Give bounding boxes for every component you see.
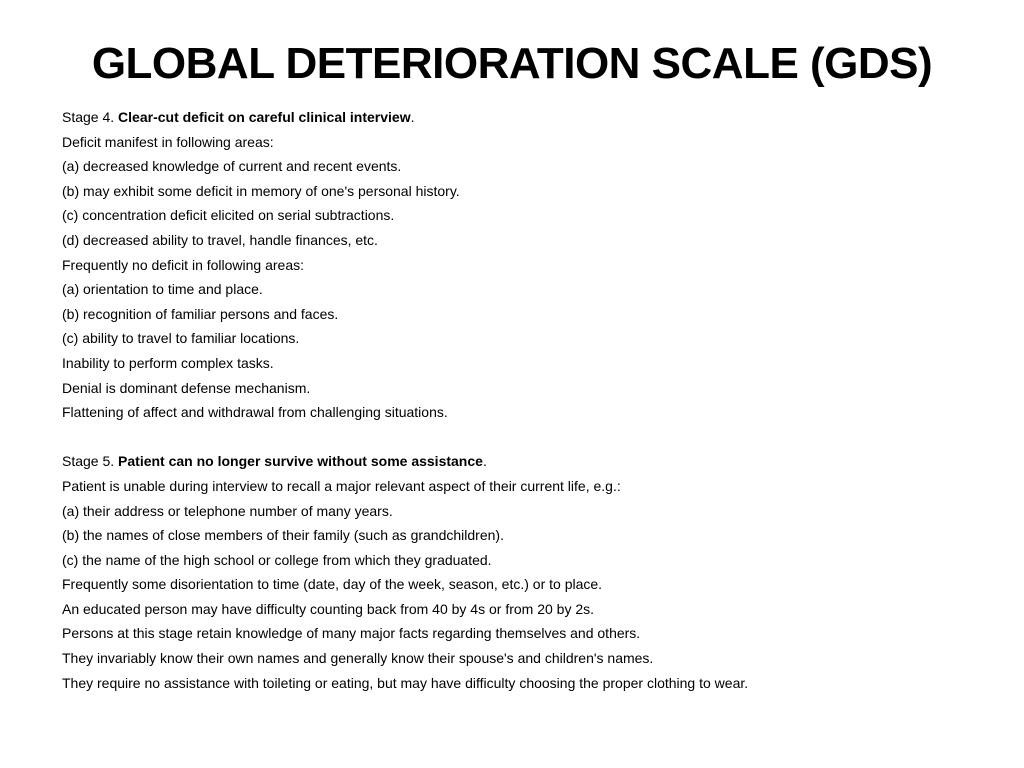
slide-title: GLOBAL DETERIORATION SCALE (GDS) bbox=[91, 39, 933, 88]
stage-5-line: (a) their address or telephone number of many years. bbox=[62, 502, 393, 519]
stage-5-line: Frequently some disorientation to time (date, day of the week, season, etc.) or to place. bbox=[62, 576, 603, 593]
stage-5-suffix: . bbox=[482, 453, 487, 470]
stage-5-line: Persons at this stage retain knowledge of many major facts regarding themselves and others. bbox=[62, 625, 641, 642]
stage-4-suffix: . bbox=[410, 109, 415, 125]
stage-4-line: (d) decreased ability to travel, handle finances, etc. bbox=[62, 231, 378, 248]
stage-4-line: Frequently no deficit in following areas: bbox=[62, 256, 305, 273]
stage-5-line: They require no assistance with toileting or eating, but may have difficulty choosing the proper clothing to wear. bbox=[62, 674, 749, 691]
stage-4-line: (a) decreased knowledge of current and recent events. bbox=[62, 158, 402, 175]
stage-5-heading-line bbox=[62, 449, 1002, 474]
stage-4-line: Denial is dominant defense mechanism. bbox=[62, 379, 311, 396]
slide-body bbox=[62, 105, 1002, 695]
stage-4-line: (a) orientation to time and place. bbox=[62, 281, 263, 298]
stage-5-prefix: Stage 5. bbox=[62, 453, 119, 470]
stage-4-prefix: Stage 4. bbox=[62, 109, 119, 125]
stage-5-line: (b) the names of close members of their family (such as grandchildren). bbox=[62, 527, 504, 544]
stage-4-line: Deficit manifest in following areas: bbox=[62, 133, 274, 150]
stage-4-line: (b) recognition of familiar persons and faces. bbox=[62, 305, 339, 322]
stage-4-line: (b) may exhibit some deficit in memory of one's personal history. bbox=[62, 182, 460, 199]
stage-4-line: Flattening of affect and withdrawal from challenging situations. bbox=[62, 404, 448, 421]
stage-5-line: Patient is unable during interview to recall a major relevant aspect of their current life, e.g.: bbox=[62, 477, 621, 494]
stage-5-line: (c) the name of the high school or college from which they graduated. bbox=[62, 551, 492, 568]
stage-5-line: An educated person may have difficulty counting back from 40 by 4s or from 20 by 2s. bbox=[62, 600, 595, 617]
stage-4-heading-line bbox=[62, 105, 1002, 130]
stage-5-heading: Patient can no longer survive without some assistance bbox=[118, 453, 483, 470]
stage-4-line: (c) ability to travel to familiar locations. bbox=[62, 330, 300, 347]
stage-4-heading: Clear-cut deficit on careful clinical interview bbox=[118, 109, 411, 125]
stage-4-line: Inability to perform complex tasks. bbox=[62, 354, 274, 371]
stage-5-line: They invariably know their own names and generally know their spouse's and children's names. bbox=[62, 650, 654, 667]
section-spacer bbox=[62, 425, 1002, 450]
stage-4-line: (c) concentration deficit elicited on serial subtractions. bbox=[62, 207, 395, 224]
